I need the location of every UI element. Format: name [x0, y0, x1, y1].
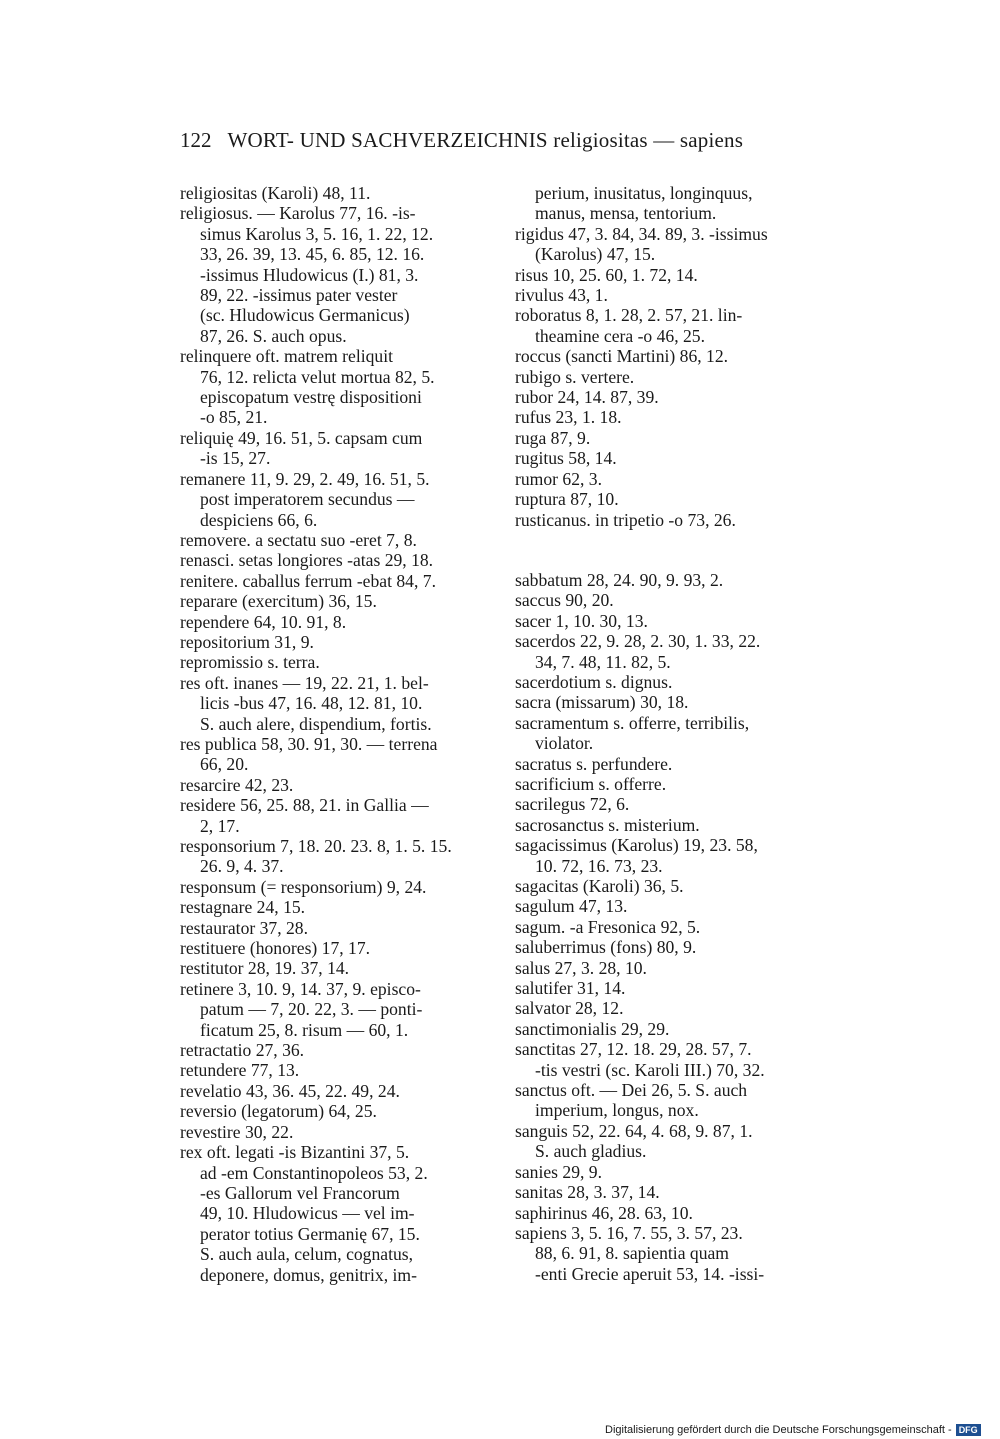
entry-headline: sanguis 52, 22. 64, 4. 68, 9. 87, 1.	[515, 1120, 753, 1141]
entry-headline: responsum (= responsorium) 9, 24.	[180, 876, 427, 897]
entry-headline: reliquię 49, 16. 51, 5. capsam cum	[180, 427, 423, 448]
entry-headline: removere. a sectatu suo -eret 7, 8.	[180, 529, 417, 550]
entry-headline: roccus (sancti Martini) 86, 12.	[515, 346, 729, 367]
page-number: 122	[180, 128, 212, 152]
entry-headline: restitutor 28, 19. 37, 14.	[180, 958, 350, 979]
index-entry	[515, 754, 823, 774]
index-entry	[180, 1040, 488, 1060]
index-entry	[515, 407, 823, 427]
entry-continuation-line: ficatum 25, 8. risum — 60, 1.	[200, 1019, 409, 1040]
entry-continuation-line: perium, inusitatus, longinquus,	[535, 183, 753, 203]
entry-continuation-line: -o 85, 21.	[200, 407, 268, 428]
entry-headline: ruga 87, 9.	[515, 427, 591, 448]
index-entry	[515, 1121, 823, 1162]
entry-headline: rusticanus. in tripetio -o 73, 26.	[515, 509, 736, 530]
index-entry	[515, 998, 823, 1018]
entry-headline: risus 10, 25. 60, 1. 72, 14.	[515, 264, 698, 285]
index-entry	[515, 774, 823, 794]
entry-headline: rubigo s. vertere.	[515, 366, 635, 387]
entry-headline: sagacitas (Karoli) 36, 5.	[515, 876, 684, 896]
entry-continuation-line: -tis vestri (sc. Karoli III.) 70, 32.	[535, 1059, 765, 1080]
index-entry	[515, 1223, 823, 1284]
index-entry	[180, 530, 488, 550]
index-entry	[515, 1080, 823, 1121]
entry-headline: restagnare 24, 15.	[180, 897, 306, 918]
index-entry	[515, 876, 823, 896]
index-entry	[515, 183, 823, 224]
index-entry	[515, 917, 823, 937]
index-entry	[515, 448, 823, 468]
entry-headline: salutifer 31, 14.	[515, 978, 626, 999]
entry-headline: rugitus 58, 14.	[515, 448, 617, 469]
index-entry	[515, 367, 823, 387]
index-entry	[515, 346, 823, 366]
entry-continuation-line: 87, 26. S. auch opus.	[200, 325, 347, 346]
entry-headline: sanctus oft. — Dei 26, 5. S. auch	[515, 1080, 748, 1101]
index-entry	[515, 570, 823, 590]
entry-continuation-line: manus, mensa, tentorium.	[535, 203, 717, 224]
index-entry	[180, 469, 488, 530]
letter-section-gap	[515, 530, 823, 570]
entry-headline: revestire 30, 22.	[180, 1121, 294, 1142]
index-entry	[515, 265, 823, 285]
index-entry	[515, 713, 823, 754]
entry-headline: sacramentum s. offerre, terribilis,	[515, 712, 750, 733]
entry-headline: retractatio 27, 36.	[180, 1040, 305, 1061]
index-entry	[515, 590, 823, 610]
entry-continuation-line: despiciens 66, 6.	[200, 509, 318, 530]
entry-headline: roboratus 8, 1. 28, 2. 57, 21. lin-	[515, 305, 743, 326]
index-entry	[515, 937, 823, 957]
entry-continuation-line: patum — 7, 20. 22, 3. — ponti-	[200, 999, 423, 1020]
index-entry	[515, 1182, 823, 1202]
entry-continuation-line: S. auch aula, celum, cognatus,	[200, 1244, 414, 1265]
index-entry	[515, 631, 823, 672]
page-header	[180, 128, 820, 153]
entry-continuation-line: 66, 20.	[200, 754, 249, 775]
entry-headline: sacrilegus 72, 6.	[515, 794, 630, 815]
index-entry	[180, 183, 488, 203]
index-entry	[515, 958, 823, 978]
entry-continuation-line: perator totius Germanię 67, 15.	[200, 1223, 420, 1244]
index-entry	[515, 489, 823, 509]
entry-headline: sacrosanctus s. misterium.	[515, 814, 700, 835]
entry-headline: repromissio s. terra.	[180, 652, 320, 673]
entry-headline: reversio (legatorum) 64, 25.	[180, 1101, 377, 1122]
entry-continuation-line: post imperatorem secundus —	[200, 489, 415, 510]
entry-headline: rubor 24, 14. 87, 39.	[515, 387, 659, 408]
entry-headline: religiositas (Karoli) 48, 11.	[180, 183, 371, 203]
index-entry	[180, 1101, 488, 1121]
index-entry	[180, 673, 488, 734]
index-entry	[515, 794, 823, 814]
entry-continuation-line: -es Gallorum vel Francorum	[200, 1182, 400, 1203]
dfg-logo: DFG	[956, 1424, 981, 1436]
entry-headline: repositorium 31, 9.	[180, 631, 314, 652]
entry-headline: saccus 90, 20.	[515, 590, 614, 611]
entry-headline: sanitas 28, 3. 37, 14.	[515, 1182, 660, 1203]
entry-continuation-line: 26. 9, 4. 37.	[200, 856, 284, 877]
entry-continuation-line: theamine cera -o 46, 25.	[535, 325, 706, 346]
entry-headline: ruptura 87, 10.	[515, 489, 619, 510]
index-column-right	[515, 183, 823, 1284]
index-entry	[515, 611, 823, 631]
index-entry	[180, 428, 488, 469]
entry-headline: sacrificium s. offerre.	[515, 773, 667, 794]
entry-continuation-line: 2, 17.	[200, 815, 240, 836]
page-title: WORT- UND SACHVERZEICHNIS religiositas — sapiens	[227, 128, 744, 152]
entry-headline: sanies 29, 9.	[515, 1161, 602, 1182]
index-entry	[180, 877, 488, 897]
entry-headline: restaurator 37, 28.	[180, 917, 309, 938]
entry-headline: residere 56, 25. 88, 21. in Gallia —	[180, 795, 429, 816]
index-entry	[180, 652, 488, 672]
entry-continuation-line: licis -bus 47, 16. 48, 12. 81, 10.	[200, 693, 423, 714]
index-entry	[515, 305, 823, 346]
entry-headline: remanere 11, 9. 29, 2. 49, 16. 51, 5.	[180, 468, 430, 489]
entry-headline: rependere 64, 10. 91, 8.	[180, 611, 347, 632]
entry-headline: resarcire 42, 23.	[180, 774, 294, 795]
index-entry	[515, 1019, 823, 1039]
index-entry	[180, 938, 488, 958]
entry-headline: reparare (exercitum) 36, 15.	[180, 591, 377, 612]
entry-continuation-line: violator.	[535, 733, 594, 754]
entry-headline: sacratus s. perfundere.	[515, 753, 673, 774]
entry-headline: rivulus 43, 1.	[515, 285, 608, 306]
entry-continuation-line: 34, 7. 48, 11. 82, 5.	[535, 651, 671, 672]
index-entry	[180, 734, 488, 775]
entry-continuation-line: S. auch alere, dispendium, fortis.	[200, 713, 432, 734]
entry-headline: religiosus. — Karolus 77, 16. -is-	[180, 203, 416, 224]
entry-continuation-line: simus Karolus 3, 5. 16, 1. 22, 12.	[200, 223, 434, 244]
index-entry	[515, 815, 823, 835]
footer-text: Digitalisierung gefördert durch die Deutsche Forschungsgemeinschaft -	[605, 1424, 952, 1436]
entry-continuation-line: 76, 12. relicta velut mortua 82, 5.	[200, 366, 435, 387]
entry-headline: res publica 58, 30. 91, 30. — terrena	[180, 733, 438, 754]
index-column-left	[180, 183, 488, 1285]
entry-headline: sacerdotium s. dignus.	[515, 671, 673, 692]
entry-headline: sagulum 47, 13.	[515, 896, 628, 917]
entry-headline: saluberrimus (fons) 80, 9.	[515, 937, 697, 958]
index-entry	[180, 1122, 488, 1142]
entry-headline: relinquere oft. matrem reliquit	[180, 346, 393, 367]
entry-headline: rex oft. legati -is Bizantini 37, 5.	[180, 1142, 410, 1163]
index-entry	[515, 1039, 823, 1080]
entry-continuation-line: episcopatum vestrę dispositioni	[200, 387, 422, 408]
entry-headline: sabbatum 28, 24. 90, 9. 93, 2.	[515, 569, 724, 590]
entry-headline: saphirinus 46, 28. 63, 10.	[515, 1202, 693, 1223]
entry-headline: sanctitas 27, 12. 18. 29, 28. 57, 7.	[515, 1039, 752, 1060]
index-entry	[180, 958, 488, 978]
index-entry	[180, 632, 488, 652]
entry-continuation-line: -is 15, 27.	[200, 448, 271, 469]
digitization-footer	[605, 1424, 981, 1436]
entry-headline: sacra (missarum) 30, 18.	[515, 692, 689, 713]
index-entry	[515, 428, 823, 448]
entry-headline: responsorium 7, 18. 20. 23. 8, 1. 5. 15.	[180, 836, 452, 856]
entry-headline: revelatio 43, 36. 45, 22. 49, 24.	[180, 1080, 400, 1101]
entry-headline: sacerdos 22, 9. 28, 2. 30, 1. 33, 22.	[515, 631, 761, 652]
entry-headline: restituere (honores) 17, 17.	[180, 938, 371, 959]
entry-headline: rumor 62, 3.	[515, 468, 602, 489]
index-entry	[180, 571, 488, 591]
entry-continuation-line: (sc. Hludowicus Germanicus)	[200, 305, 410, 326]
entry-headline: salus 27, 3. 28, 10.	[515, 957, 647, 978]
index-entry	[180, 836, 488, 877]
index-entry	[180, 1060, 488, 1080]
index-entry	[515, 672, 823, 692]
index-entry	[515, 510, 823, 530]
entry-continuation-line: 33, 26. 39, 13. 45, 6. 85, 12. 16.	[200, 244, 425, 265]
entry-headline: rufus 23, 1. 18.	[515, 407, 622, 428]
index-entry	[515, 835, 823, 876]
index-entry	[180, 346, 488, 428]
entry-headline: salvator 28, 12.	[515, 998, 624, 1019]
entry-continuation-line: (Karolus) 47, 15.	[535, 244, 656, 265]
entry-continuation-line: 88, 6. 91, 8. sapientia quam	[535, 1243, 729, 1264]
entry-headline: retundere 77, 13.	[180, 1060, 300, 1081]
entry-headline: res oft. inanes — 19, 22. 21, 1. bel-	[180, 672, 429, 693]
entry-headline: sacer 1, 10. 30, 13.	[515, 610, 648, 631]
entry-continuation-line: -enti Grecie aperuit 53, 14. -issi-	[535, 1263, 765, 1284]
entry-continuation-line: deponere, domus, genitrix, im-	[200, 1264, 417, 1285]
entry-headline: retinere 3, 10. 9, 14. 37, 9. episco-	[180, 978, 421, 999]
index-entry	[180, 612, 488, 632]
entry-headline: renitere. caballus ferrum -ebat 84, 7.	[180, 570, 436, 591]
index-entry	[515, 387, 823, 407]
entry-continuation-line: 49, 10. Hludowicus — vel im-	[200, 1203, 415, 1224]
index-entry	[515, 285, 823, 305]
entry-continuation-line: imperium, longus, nox.	[535, 1100, 699, 1121]
index-entry	[515, 978, 823, 998]
index-entry	[180, 897, 488, 917]
index-entry	[180, 775, 488, 795]
entry-headline: sanctimonialis 29, 29.	[515, 1018, 670, 1039]
entry-headline: sagacissimus (Karolus) 19, 23. 58,	[515, 835, 758, 856]
index-entry	[515, 692, 823, 712]
entry-headline: sagum. -a Fresonica 92, 5.	[515, 916, 701, 937]
entry-headline: sapiens 3, 5. 16, 7. 55, 3. 57, 23.	[515, 1222, 743, 1243]
index-entry	[515, 224, 823, 265]
entry-continuation-line: 10. 72, 16. 73, 23.	[535, 855, 663, 876]
index-entry	[515, 1203, 823, 1223]
index-entry	[180, 591, 488, 611]
index-entry	[180, 795, 488, 836]
entry-continuation-line: -issimus Hludowicus (I.) 81, 3.	[200, 264, 419, 285]
entry-headline: rigidus 47, 3. 84, 34. 89, 3. -issimus	[515, 223, 768, 244]
index-entry	[515, 896, 823, 916]
index-entry	[180, 203, 488, 346]
index-entry	[180, 979, 488, 1040]
index-entry	[515, 469, 823, 489]
index-entry	[180, 918, 488, 938]
entry-continuation-line: ad -em Constantinopoleos 53, 2.	[200, 1162, 428, 1183]
entry-continuation-line: 89, 22. -issimus pater vester	[200, 285, 398, 306]
index-entry	[515, 1162, 823, 1182]
entry-continuation-line: S. auch gladius.	[535, 1141, 647, 1162]
entry-headline: renasci. setas longiores -atas 29, 18.	[180, 550, 434, 571]
index-entry	[180, 550, 488, 570]
index-entry	[180, 1142, 488, 1285]
index-entry	[180, 1081, 488, 1101]
